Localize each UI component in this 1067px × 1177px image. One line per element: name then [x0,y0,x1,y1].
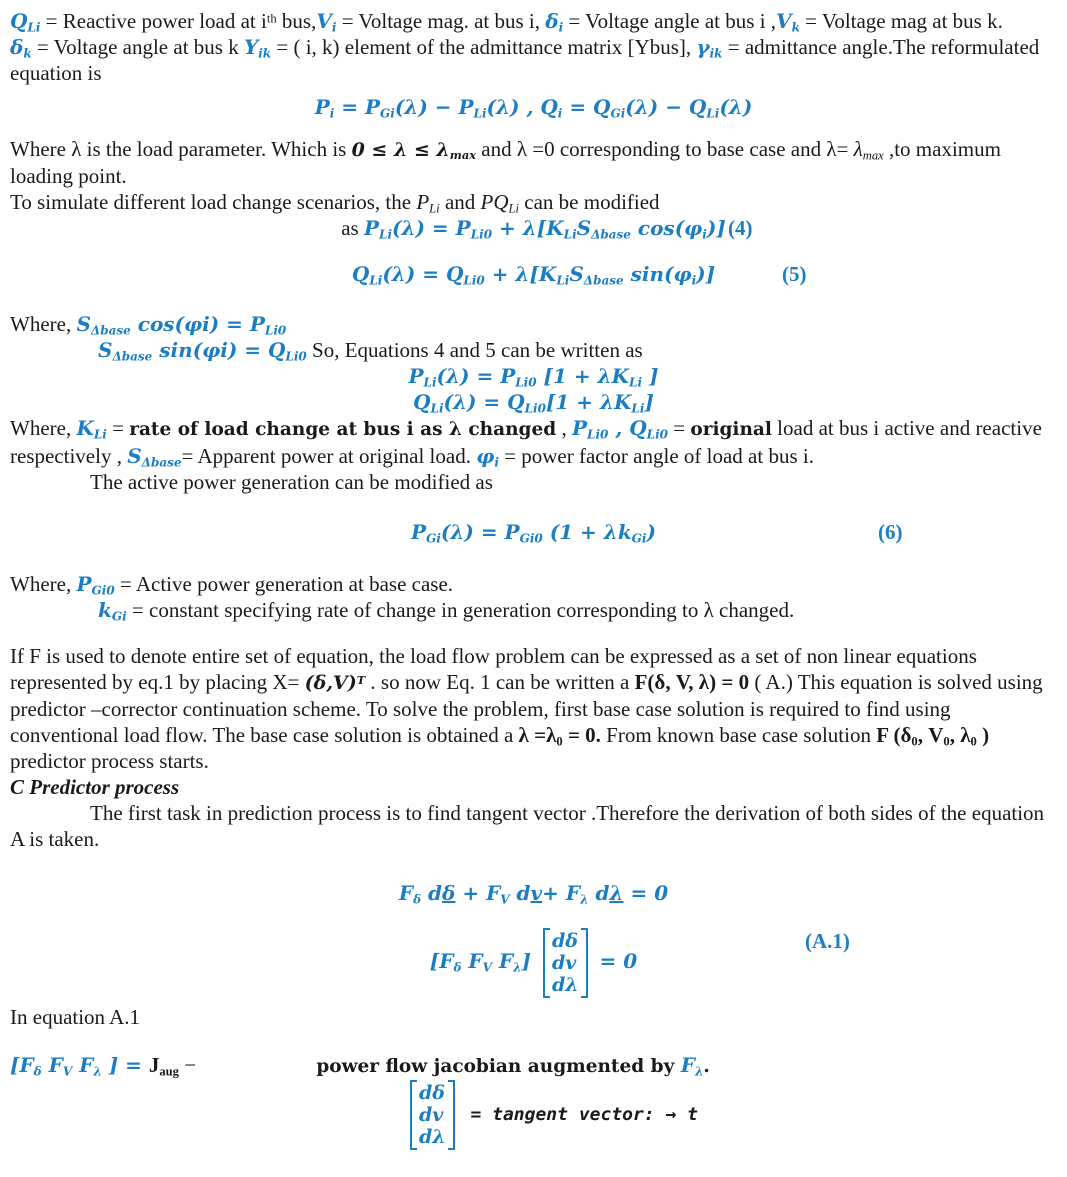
text-segment: $P_{Li0}$ [500,364,537,390]
text-segment: (λ) − [625,95,689,119]
text-segment: $P_{Li0}$ [571,416,609,442]
text-segment: $F_\lambda$ [72,1053,102,1079]
para-in-equation [10,1004,1057,1030]
text-segment: v [530,881,543,905]
para-nomenclature-q [10,8,1057,34]
text-segment: ,to maximum loading point. [10,137,1001,188]
matrix-bracket-left [543,928,550,998]
spacer [201,1071,316,1072]
text-segment: $P_{Li}$ [458,95,487,121]
para-jaug [10,1052,1057,1080]
text-segment: + [542,881,566,905]
matrix-entry: dδ [419,1082,445,1104]
matrix-entry: dλ [551,974,579,996]
para-lambda [10,136,1057,189]
matrix-entry: dδ [551,930,578,952]
text-segment: = 0 [592,948,638,973]
text-segment: $Q_{Li0}$ [268,338,307,364]
text-segment: = Voltage mag. at bus i, [336,9,546,33]
text-segment: $\lambda =\lambda_0$ [518,723,563,749]
text-segment: (λ) [719,95,753,119]
text-segment: = Apparent power at original load. [181,444,477,468]
para-simulate [10,189,1057,215]
text-segment: = power factor angle of load at bus i. [498,444,814,468]
text-segment: $P_{Gi0}$ [76,572,115,598]
equation-qli-rewritten [10,389,1057,415]
text-segment: sin(φi) = [152,338,268,362]
text-segment: In equation A.1 [10,1005,141,1029]
text-segment: (λ) = [382,262,446,286]
text-segment: $F_\lambda$ [680,1053,704,1079]
text-segment: ) [646,520,656,544]
text-segment: $PQ_{Li}$ [480,190,520,216]
para-where-pgi0 [10,571,1057,597]
text-segment: $\delta_k$ [10,35,32,61]
text-segment: $F_V$ [41,1053,73,1079]
text-segment: Where λ is the load parameter. Which is [10,137,352,161]
text-segment: ( A.) This equation is solved using predictor –corrector continuation scheme. To solve the problem, first base case solution is required to find using conventional load flow. The base case solution is obtained a [10,670,1043,747]
text-segment: = admittance angle.The reformulated equation is [10,35,1040,85]
text-segment: $k_{Gi}$ [98,598,127,624]
text-segment: $V_i$ [316,9,337,35]
text-segment: . so now Eq. 1 can be written a [365,670,635,694]
text-segment: )] [696,262,716,286]
text-segment: original [690,419,772,440]
column-vector [410,1080,455,1150]
text-segment: , [608,416,630,440]
text-segment: . [703,1056,710,1077]
text-segment: = tangent vector: → t [459,1103,699,1125]
text-segment: Where, [10,572,77,596]
text-segment: $F_\lambda$ [565,881,589,907]
equation-4 [10,215,1057,241]
text-segment: $K_{Li}$ [614,390,645,416]
text-segment: and [439,190,481,214]
text-segment: $0 \le \lambda \le \lambda_{max}$ [351,139,476,163]
text-segment: = Voltage angle at bus k [31,35,244,59]
text-segment: (λ) , [486,95,541,119]
matrix-bracket-right [448,1080,455,1150]
text-segment: $P_{Gi0}$ [504,520,543,546]
text-segment: (λ) = [436,364,501,388]
matrix-entries [550,928,581,998]
equation-5 [10,261,1057,287]
text-segment: $S_{\Delta base}$ [76,312,131,338]
text-segment: $S_{\Delta base}$ [569,262,624,288]
equation-a1 [10,928,1057,998]
text-segment: = Voltage angle at bus i , [563,9,777,33]
para-load-flow [10,643,1057,774]
equation-differential [10,880,1057,906]
text-segment: and λ =0 corresponding to base case and λ= [476,137,854,161]
text-segment: The active power generation can be modified as [90,470,493,494]
text-segment: d [588,881,610,905]
text-segment: $K_{Li}$ [76,416,107,442]
text-segment: If F is used to denote entire set of equation, the load flow problem can be expressed as a set of non linear equations represented by eq.1 by placing X= [10,644,977,694]
text-segment: $F_V$ [461,948,492,975]
text-segment: Where, [10,312,77,336]
text-segment: = ( i, k) element of the admittance matrix [Ybus], [271,35,697,59]
text-segment: $F_\delta$ [398,881,422,907]
text-segment: as [341,216,364,240]
text-segment: To simulate different load change scenarios, the [10,190,417,214]
equation-6 [10,519,1057,545]
equation-number: (4) [728,216,753,240]
text-segment: $J_{aug}$ [148,1053,179,1079]
text-segment: $K_{Li}$ [611,364,643,390]
text-segment: [1 + λ [536,364,612,388]
text-segment: $K_{Li}$ [546,216,577,242]
text-segment: , [556,416,572,440]
text-segment: $V_k$ [776,9,800,35]
text-segment: + λ[ [484,262,539,286]
para-where-sbase-sin [98,337,1057,363]
text-segment: (1 + λ [542,520,618,544]
text-segment: d [421,881,443,905]
para-tangent-vector-intro [10,800,1057,852]
equation-reformulated [10,94,1057,120]
text-segment: )] [706,216,726,240]
text-segment: ) [976,723,990,747]
matrix-entries [417,1080,448,1150]
text-segment: = [668,416,691,440]
text-segment: $K_{Li}$ [538,262,570,288]
equation-tangent-vector [405,1080,1057,1150]
text-segment: $\lambda_{max}$ [853,137,884,163]
text-segment: $Q_{Li}$ [10,9,41,35]
text-segment: $F_\lambda$ [491,948,522,975]
text-segment: $P_{Li0}$ [249,312,287,338]
matrix-entry: dλ [419,1126,446,1148]
matrix-bracket-right [581,928,588,998]
text-segment: = 0. [562,723,601,747]
text-segment: d [509,881,531,905]
text-segment: $Q_{Li}$ [351,262,383,288]
text-segment: [1 + λ [545,390,615,414]
text-segment: $P_{Gi}$ [364,95,395,121]
text-segment: [$F_\delta$ [429,948,462,975]
text-segment: − [178,1053,202,1077]
text-segment: = [106,416,130,440]
column-vector [543,928,588,998]
text-segment: ] [642,364,659,388]
text-segment: $P_{Li}$ [363,216,393,242]
para-where-sbase-cos [10,311,1057,337]
text-segment: $(\delta,V)^T$ [304,672,366,694]
text-segment: $Q_{Li}$ [413,390,444,416]
text-segment: $Q_{Li0}$ [445,262,485,288]
text-segment: $P_{Li}$ [408,364,437,390]
text-segment: F(δ, V, λ) = 0 [634,670,750,694]
text-segment: $Q_{Li}$ [688,95,720,121]
text-segment: $Q_{Gi}$ [593,95,626,121]
text-segment: $P_{Gi}$ [411,520,441,546]
text-segment: λ [609,881,624,905]
para-active-power [10,469,1057,495]
text-segment: $S_{\Delta base}$ [127,444,182,470]
text-segment: $k_{Gi}$ [617,520,647,546]
text-segment: $Q_{Li0}$ [629,416,669,442]
text-segment: C Predictor process [10,775,180,799]
text-segment: $S_{\Delta base}$ [576,216,631,242]
text-segment: Where, [10,416,77,440]
para-where-kli [10,415,1057,469]
text-segment: F ($\delta_0$ [876,723,918,749]
text-segment: ] [644,390,654,414]
text-segment: δ [442,881,456,905]
text-segment: $F_V$ [486,881,510,907]
text-segment: can be modified [519,190,660,214]
text-segment: sin( [623,262,674,286]
equation-number: (A.1) [805,929,850,953]
matrix-entry: dv [419,1104,444,1126]
text-segment: (λ) = [443,390,508,414]
text-segment: The first task in prediction process is to find tangent vector .Therefore the derivation of both sides of the equation A is taken. [10,801,1045,851]
text-segment: predictor process starts. [10,749,209,773]
matrix-bracket-left [410,1080,417,1150]
text-segment: cos(φi) = [130,312,250,336]
text-segment: $Q_i$ [540,95,563,121]
text-segment: = Voltage mag at bus k. [799,9,1003,33]
text-segment: cos( [630,216,685,240]
text-segment: ] = [101,1053,149,1077]
text-segment: $P_{Li}$ [416,190,440,216]
equation-number: (6) [878,520,903,544]
equation-pli-rewritten [10,363,1057,389]
text-segment: So, Equations 4 and 5 can be written as [306,338,643,362]
text-segment: = Reactive power load at $i^{th}$ [40,9,277,33]
text-segment: load at bus i active and reactive respectively , [10,416,1042,468]
document-content [10,8,1057,1150]
text-segment: $\varphi_i$ [476,444,499,470]
text-segment: $\varphi_i$ [684,216,707,242]
text-segment: $Q_{Li0}$ [507,390,546,416]
para-kgi [98,597,1057,623]
text-segment: = [334,95,365,119]
para-nomenclature-delta [10,34,1057,86]
text-segment: = constant specifying rate of change in generation corresponding to λ changed. [126,598,795,622]
text-segment: $\varphi_i$ [673,262,697,288]
text-segment: = [562,95,594,119]
text-segment: From known base case solution [600,723,877,747]
text-segment: (λ) − [394,95,459,119]
text-segment: [$F_\delta$ [10,1053,42,1079]
text-segment: = Active power generation at base case. [114,572,454,596]
text-segment: , $\lambda_0$ [949,723,977,749]
text-segment: bus, [276,9,317,33]
text-segment: (λ) = [392,216,456,240]
text-segment: $S_{\Delta base}$ [98,338,153,364]
text-segment: = 0 [623,881,669,905]
matrix-entry: dv [551,952,577,974]
text-segment: $P_{Li0}$ [455,216,493,242]
text-segment: $\delta_i$ [545,9,564,35]
heading-predictor-process [10,774,1057,800]
text-segment: $Y_{ik}$ [243,35,272,61]
equation-number: (5) [782,262,807,286]
text-segment: $\gamma_{ik}$ [696,35,723,61]
text-segment: , $V_0$ [917,723,950,749]
text-segment: + [455,881,487,905]
text-segment: $P_i$ [314,95,335,121]
text-segment: power flow jacobian augmented by [316,1056,681,1077]
text-segment: + λ[ [492,216,547,240]
text-segment: (λ) = [440,520,505,544]
text-segment: rate of load change at bus i as λ changed [129,419,557,440]
text-segment: ] [521,948,538,973]
